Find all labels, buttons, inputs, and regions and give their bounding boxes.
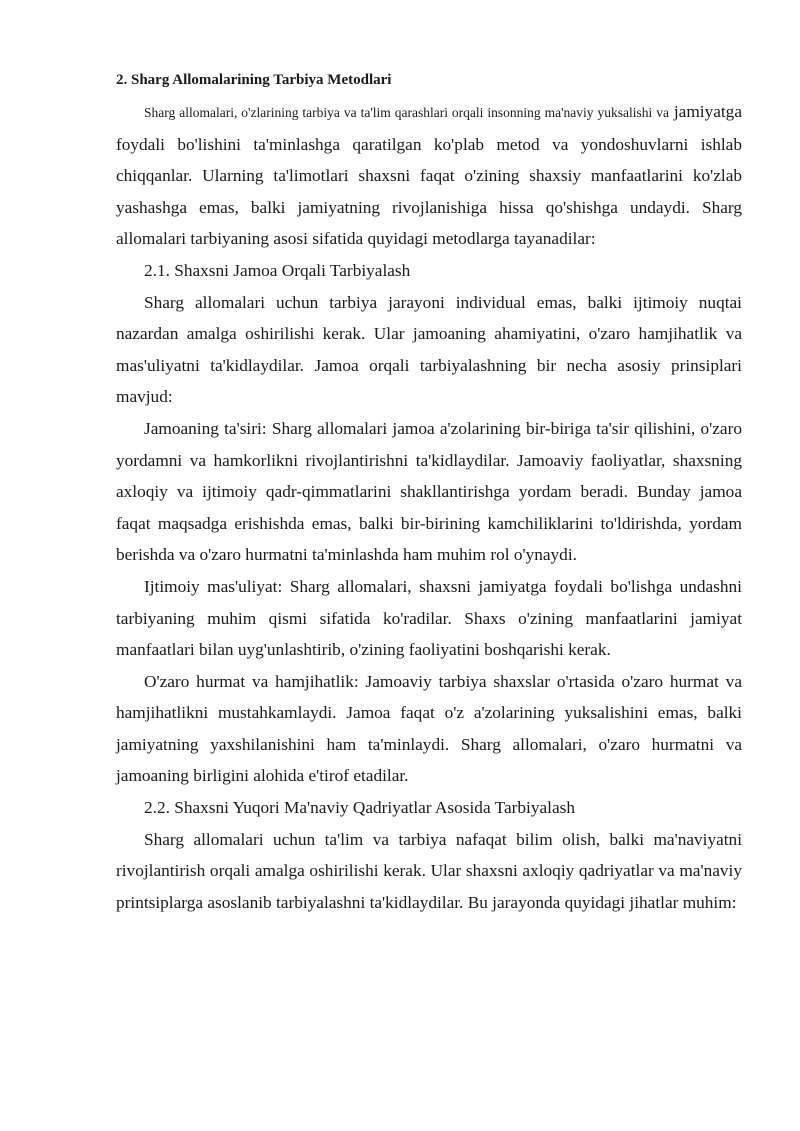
subsection-title-2-2: 2.2. Shaxsni Yuqori Ma'naviy Qadriyatlar Asosida Tarbiyalash bbox=[144, 798, 575, 818]
paragraph-collective-upbringing: Sharg allomalari uchun tarbiya jarayoni individual emas, balki ijtimoiy nuqtai nazardan amalga oshirilishi kerak. Ular jamoaning ahamiyatini, o'zaro hamjihatlik va mas'uliyatni ta'kidlaydilar. Jamoa orqali tarbiyalashning bir necha asosiy prinsiplari mavjud: bbox=[116, 292, 742, 407]
document-page bbox=[116, 70, 742, 918]
paragraph-collective-influence: Jamoaning ta'siri: Sharg allomalari jamoa a'zolarining bir-biriga ta'sir qilishini, o'zaro yordamni va hamkorlikni rivojlantirishni ta'kidlaydilar. Jamoaviy faoliyatlar, shaxsning axloqiy va ijtimoiy qadr-qimmatlarini shakllantirishga yordam beradi. Bunday jamoa faqat maqsadga erishishda emas, balki bir-birining kamchiliklarini to'ldirishda, yordam berishda va o'zaro hurmatni ta'minlashda ham muhim rol o'ynaydi. bbox=[116, 418, 742, 565]
paragraph-mutual-respect: O'zaro hurmat va hamjihatlik: Jamoaviy tarbiya shaxslar o'rtasida o'zaro hurmat va hamjihatlikni mustahkamlaydi. Jamoa faqat o'z a'zolarining yuksalishini emas, balki jamiyatning yaxshilanishini ham ta'minlaydi. Sharg allomalari, o'zaro hurmatni va jamoaning birligini alohida e'tirof etadilar. bbox=[116, 671, 742, 786]
intro-paragraph bbox=[116, 96, 742, 255]
intro-paragraph-text: jamiyatga foydali bo'lishini ta'minlashga qaratilgan ko'plab metod va yondoshuvlarni ishlab chiqqanlar. Ularning ta'limotlari shaxsni faqat o'zining shaxsiy manfaatlarini ko'zlab yashashga emas, balki jamiyatning rivojlanishiga hissa qo'shishga undaydi. Sharg allomalari tarbiyaning asosi sifatida quyidagi metodlarga tayanadilar: bbox=[116, 102, 742, 249]
paragraph-social-responsibility: Ijtimoiy mas'uliyat: Sharg allomalari, shaxsni jamiyatga foydali bo'lishga undashni tarbiyaning muhim qismi sifatida ko'radilar. Shaxs o'zining manfaatlarini jamiyat manfaatlari bilan uyg'unlashtirib, o'zining faoliyatini boshqarishi kerak. bbox=[116, 576, 742, 660]
subsection-title-2-1: 2.1. Shaxsni Jamoa Orqali Tarbiyalash bbox=[144, 260, 411, 280]
paragraph-spiritual-values: Sharg allomalari uchun ta'lim va tarbiya nafaqat bilim olish, balki ma'naviyatni rivojlantirish orqali amalga oshirilishi kerak. Ular shaxsni axloqiy qadriyatlar va ma'naviy printsiplarga asoslanib tarbiyalashni ta'kidlaydilar. Bu jarayonda quyidagi jihatlar muhim: bbox=[116, 829, 742, 912]
section-heading: 2. Sharg Allomalarining Tarbiya Metodlari bbox=[116, 72, 392, 88]
intro-paragraph-small-text: Sharg allomalari, o'zlarining tarbiya va ta'lim qarashlari orqali insonning ma'naviy yuksalishi va bbox=[144, 105, 669, 120]
